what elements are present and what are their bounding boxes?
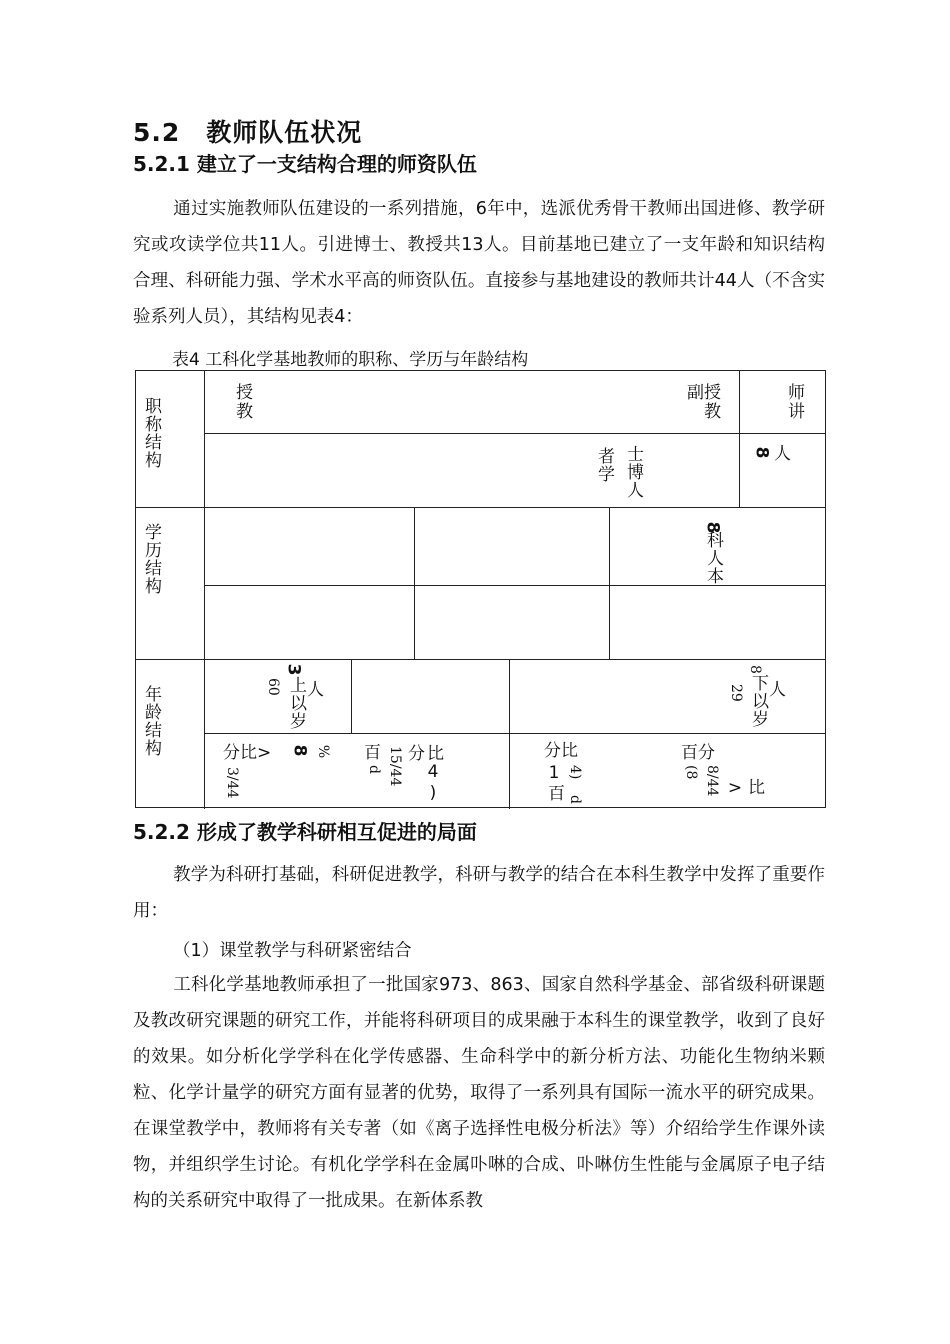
cell-age-b-text: 下以岁	[748, 674, 768, 728]
cell-assoc-professor: 副授教	[687, 383, 721, 422]
paragraph-2-text: 教学为科研打基础，科研促进教学，科研与教学的结合在本科生教学中发挥了重要作用：	[133, 865, 825, 921]
cell-lecturer: 师讲	[788, 383, 805, 422]
cell-person-a: 人	[774, 444, 791, 464]
cell-edu-eight: 8	[702, 521, 723, 534]
paragraph-3	[133, 967, 825, 1219]
row-label-education: 学历结构	[141, 523, 161, 595]
cell-ratio-4a: 百分	[681, 743, 715, 763]
cell-ratio-3a: 分比	[544, 741, 578, 761]
cell-age-b-person: 人	[769, 680, 786, 700]
cell-ratio-3b: 1百	[544, 763, 564, 802]
list-item-1	[133, 933, 825, 969]
paragraph-1	[133, 191, 825, 335]
cell-scholar: 者学	[594, 447, 614, 483]
cell-ratio-3d: d	[567, 795, 583, 804]
cell-ratio-3c: 4)	[567, 765, 583, 780]
cell-ratio-1a: 分比>	[223, 743, 272, 763]
structure-table	[135, 370, 826, 808]
cell-age-a-person: 人	[307, 680, 324, 700]
cell-doctor: 士博人	[623, 445, 643, 499]
paragraph-2	[133, 857, 825, 929]
cell-ratio-4d: 比>	[725, 778, 764, 799]
subsection-heading-1: 5.2.1 建立了一支结构合理的师资队伍	[133, 152, 477, 176]
cell-age-a-text: 上以岁	[286, 676, 306, 730]
cell-age-b-num: 8	[746, 665, 763, 674]
cell-ratio-1c: 8	[289, 744, 310, 757]
cell-ratio-4c: (8	[683, 765, 699, 780]
table-caption: 表4 工科化学基地教师的职称、学历与年龄结构	[172, 350, 529, 370]
cell-ratio-2d: 比4)分	[404, 744, 443, 804]
cell-age-a-small: 60	[265, 678, 281, 696]
cell-ratio-1d: %	[315, 744, 332, 759]
cell-ratio-2b: 15/44	[387, 746, 403, 787]
section-heading: 5.2 教师队伍状况	[133, 118, 363, 147]
cell-ratio-4b: 8/44	[704, 765, 720, 797]
subsection-heading-2: 5.2.2 形成了教学科研相互促进的局面	[133, 820, 477, 844]
cell-age-b-small: 29	[728, 684, 744, 702]
cell-age-a-num: 3	[283, 663, 304, 676]
row-label-age: 年龄结构	[141, 685, 161, 757]
cell-professor: 授教	[236, 383, 253, 422]
cell-eight-a: 8	[751, 446, 772, 459]
cell-ratio-1b: 3/44	[224, 767, 240, 799]
row-label-title: 职称结构	[141, 397, 161, 469]
list-item-1-text: （1）课堂教学与科研紧密结合	[173, 941, 412, 961]
cell-bachelor: 科人本	[703, 531, 723, 585]
paragraph-3-text: 工科化学基地教师承担了一批国家973、863、国家自然科学基金、部省级科研课题及教改研究课题的研究工作，并能将科研项目的成果融于本科生的课堂教学，收到了良好的效果。如分析化学学科在化学传感器、生命科学中的新分析方法、功能化生物纳米颗粒、化学计量学的研究方面有显著的优势，取得了一系列具有国际一流水平的研究成果。在课堂教学中，教师将有关专著（如《离子选择性电极分析法》等）介绍给学生作课外读物，并组织学生讨论。有机化学学科在金属卟啉的合成、卟啉仿生性能与金属原子电子结构的关系研究中取得了一批成果。在新体系教	[133, 975, 825, 1211]
paragraph-1-text: 通过实施教师队伍建设的一系列措施，6年中，选派优秀骨干教师出国进修、教学研究或攻读学位共11人。引进博士、教授共13人。目前基地已建立了一支年龄和知识结构合理、科研能力强、学术水平高的师资队伍。直接参与基地建设的教师共计44人（不含实验系列人员），其结构见表4：	[133, 199, 825, 327]
cell-ratio-2c: d	[366, 765, 382, 774]
cell-ratio-2a: 百	[364, 743, 381, 763]
